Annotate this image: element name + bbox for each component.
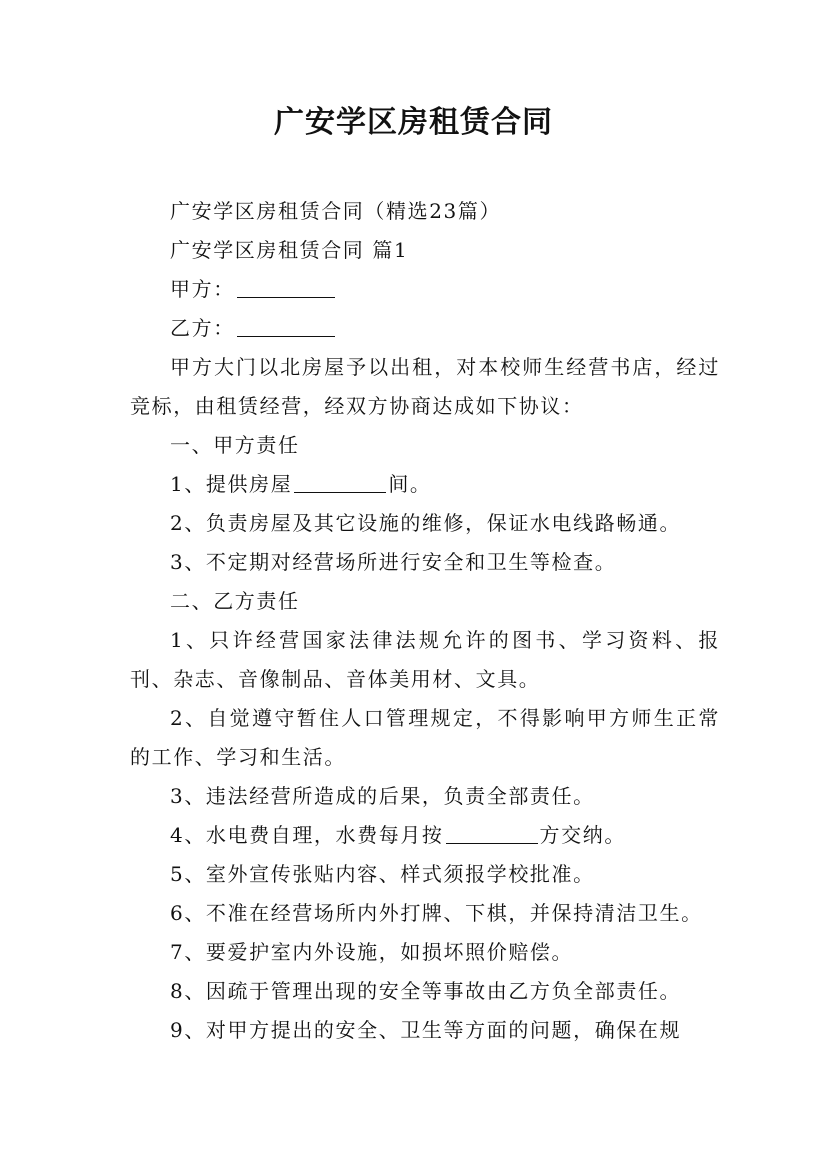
part2-item-1: 1、只许经营国家法律法规允许的图书、学习资料、报刊、杂志、音像制品、音体美用材、文具。 — [130, 628, 720, 691]
part2-heading: 二、乙方责任 — [170, 589, 300, 613]
party-a-label: 甲方： — [170, 277, 235, 301]
part1-heading: 一、甲方责任 — [170, 433, 300, 457]
part2-item-3: 3、违法经营所造成的后果，负责全部责任。 — [170, 784, 595, 808]
water-fee-blank — [446, 819, 538, 844]
part1-item-2: 2、负责房屋及其它设施的维修，保证水电线路畅通。 — [170, 511, 682, 535]
party-b-blank — [237, 312, 335, 337]
part1-item-3: 3、不定期对经营场所进行安全和卫生等检查。 — [170, 550, 617, 574]
part2-item-2: 2、自觉遵守暂住人口管理规定，不得影响甲方师生正常的工作、学习和生活。 — [130, 706, 720, 769]
document-subtitle: 广安学区房租赁合同（精选23篇） — [170, 199, 502, 223]
party-a-blank — [237, 273, 335, 298]
part2-item-8: 8、因疏于管理出现的安全等事故由乙方负全部责任。 — [170, 979, 682, 1003]
rooms-blank — [294, 468, 386, 493]
part1-item-1-before: 1、提供房屋 — [170, 472, 293, 496]
intro-paragraph: 甲方大门以北房屋予以出租，对本校师生经营书店，经过竞标，由租赁经营，经双方协商达成如下协议： — [130, 355, 720, 418]
part2-item-4-before: 4、水电费自理，水费每月按 — [170, 823, 444, 847]
part2-item-5: 5、室外宣传张贴内容、样式须报学校批准。 — [170, 862, 595, 886]
part2-item-7: 7、要爱护室内外设施，如损坏照价赔偿。 — [170, 940, 574, 964]
part2-item-9: 9、对甲方提出的安全、卫生等方面的问题，确保在规 — [170, 1018, 682, 1042]
document-body — [130, 192, 720, 1050]
part1-item-1-after: 间。 — [388, 472, 432, 496]
party-a-line — [130, 270, 720, 309]
party-b-line — [130, 309, 720, 348]
part1-item-1 — [130, 465, 720, 504]
section-heading: 广安学区房租赁合同 篇1 — [170, 238, 409, 262]
document-title: 广安学区房租赁合同 — [274, 105, 553, 140]
part2-item-4 — [130, 816, 720, 855]
party-b-label: 乙方： — [170, 316, 235, 340]
part2-item-4-after: 方交纳。 — [539, 823, 626, 847]
part2-item-6: 6、不准在经营场所内外打牌、下棋，并保持清洁卫生。 — [170, 901, 703, 925]
